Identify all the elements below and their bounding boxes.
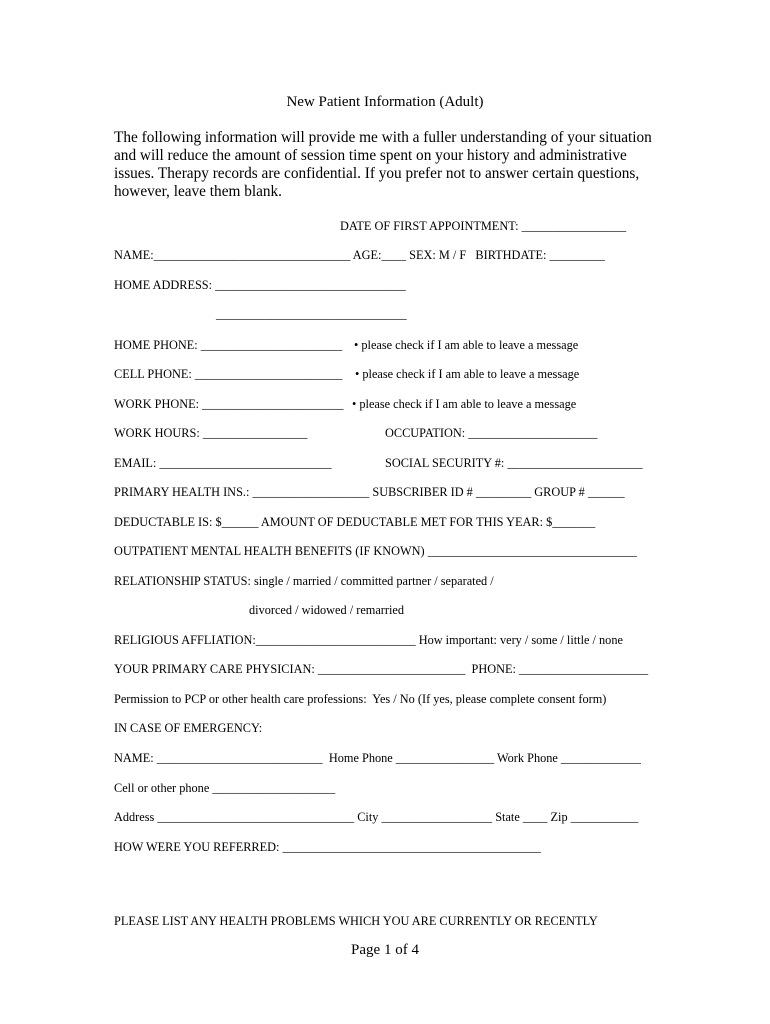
primary-insurance-field[interactable]: PRIMARY HEALTH INS.: ___________________ SUBSCRIBER ID # _________ GROUP # ______ — [114, 485, 625, 499]
religious-affiliation-field[interactable]: RELIGIOUS AFFLIATION:__________________________ How important: very / some / little / none — [114, 633, 623, 647]
page-number: Page 1 of 4 — [351, 942, 419, 958]
home-phone-message-check[interactable]: • please check if I am able to leave a message — [354, 338, 579, 352]
outpatient-benefits-field[interactable]: OUTPATIENT MENTAL HEALTH BENEFITS (IF KNOWN) __________________________________ — [114, 544, 637, 558]
occupation-field[interactable]: OCCUPATION: _____________________ — [385, 426, 598, 440]
relationship-status-options-2[interactable]: divorced / widowed / remarried — [249, 603, 405, 617]
home-address-line-2[interactable]: _______________________________ — [216, 307, 407, 321]
email-field[interactable]: EMAIL: ____________________________ — [114, 456, 332, 470]
emergency-address-field[interactable]: Address ________________________________ City __________________ State ____ Zip ___________ — [114, 810, 639, 824]
emergency-contact-field[interactable]: NAME: ___________________________ Home Phone ________________ Work Phone _____________ — [114, 751, 641, 765]
relationship-status-field[interactable]: RELATIONSHIP STATUS: single / married / committed partner / separated / — [114, 574, 494, 588]
home-address-field[interactable]: HOME ADDRESS: _______________________________ — [114, 278, 406, 292]
work-phone-message-check[interactable]: • please check if I am able to leave a message — [352, 397, 577, 411]
intro-paragraph: The following information will provide me with a fuller understanding of your situation and will reduce the amount of session time spent on your history and administrative issues. Therapy records are confidential. If you prefer not to answer certain questions, however, leave them blank. — [114, 129, 652, 200]
work-phone-field[interactable]: WORK PHONE: _______________________ — [114, 397, 344, 411]
referral-field[interactable]: HOW WERE YOU REFERRED: __________________________________________ — [114, 840, 541, 854]
work-hours-field[interactable]: WORK HOURS: _________________ — [114, 426, 308, 440]
emergency-heading: IN CASE OF EMERGENCY: — [114, 721, 263, 735]
name-age-sex-birthdate-field[interactable]: NAME:________________________________ AGE:____ SEX: M / F BIRTHDATE: _________ — [114, 248, 605, 262]
deductable-field[interactable]: DEDUCTABLE IS: $______ AMOUNT OF DEDUCTABLE MET FOR THIS YEAR: $_______ — [114, 515, 596, 529]
home-phone-field[interactable]: HOME PHONE: _______________________ — [114, 338, 343, 352]
health-problems-heading: PLEASE LIST ANY HEALTH PROBLEMS WHICH YOU ARE CURRENTLY OR RECENTLY — [114, 914, 598, 928]
cell-phone-message-check[interactable]: • please check if I am able to leave a message — [355, 367, 580, 381]
cell-other-phone-field[interactable]: Cell or other phone ____________________ — [114, 781, 336, 795]
date-first-appointment-field[interactable]: DATE OF FIRST APPOINTMENT: _________________ — [340, 219, 627, 233]
pcp-permission-field[interactable]: Permission to PCP or other health care professions: Yes / No (If yes, please complete consent form) — [114, 692, 607, 706]
cell-phone-field[interactable]: CELL PHONE: ________________________ — [114, 367, 343, 381]
page-title: New Patient Information (Adult) — [286, 94, 484, 110]
social-security-field[interactable]: SOCIAL SECURITY #: ______________________ — [385, 456, 643, 470]
primary-care-physician-field[interactable]: YOUR PRIMARY CARE PHYSICIAN: ________________________ PHONE: _____________________ — [114, 662, 649, 676]
